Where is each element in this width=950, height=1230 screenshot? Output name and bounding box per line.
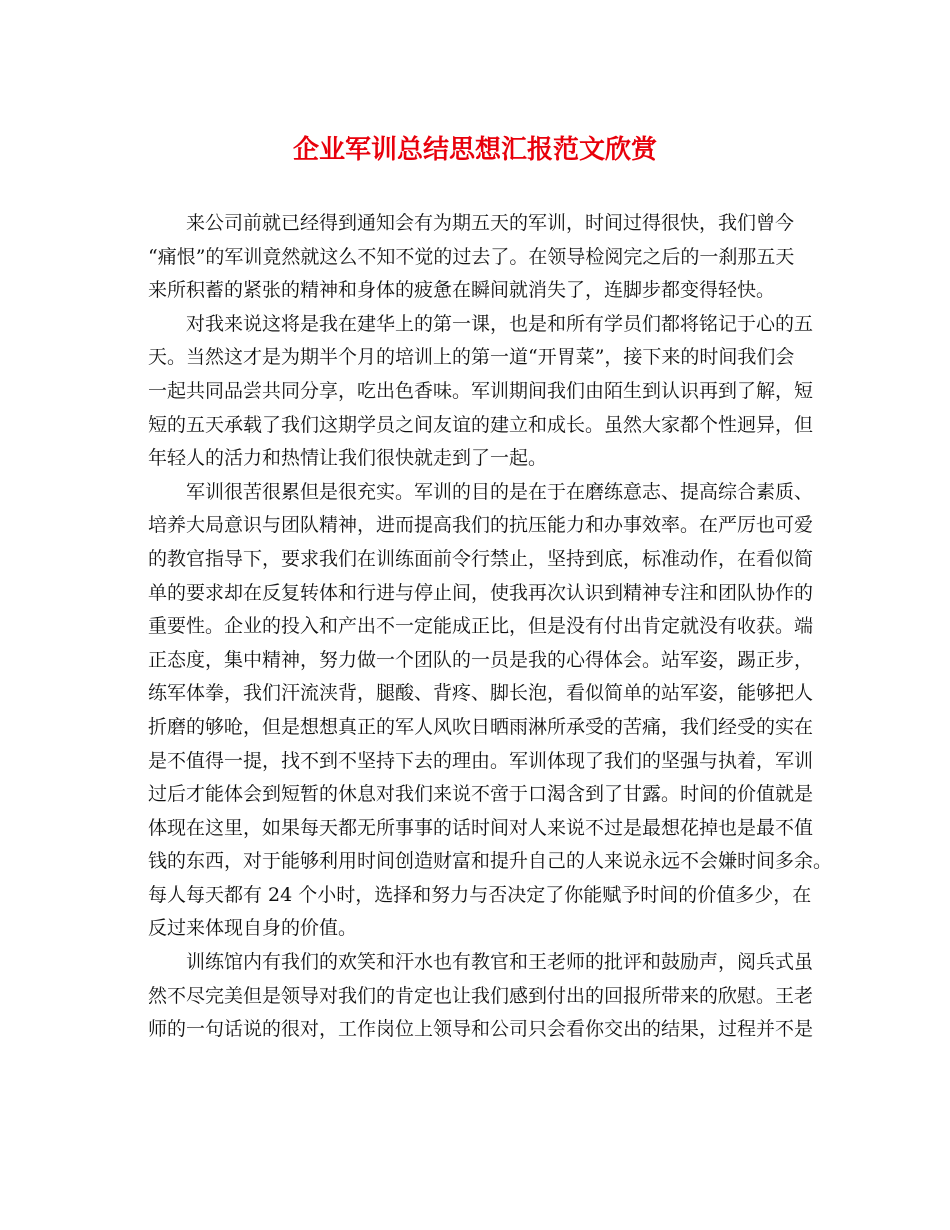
paragraph-3-line-5: 重要性。企业的投入和产出不一定能成正比，但是没有付出肯定就没有收获。端 [148,615,814,638]
document-title: 企业军训总结思想汇报范文欣赏 [292,135,657,165]
paragraph-3-line-6: 正态度，集中精神，努力做一个团队的一员是我的心得体会。站军姿，踢正步， [148,648,814,671]
paragraph-1-line-3: 来所积蓄的紧张的精神和身体的疲惫在瞬间就消失了，连脚步都变得轻快。 [148,279,776,302]
paragraph-2-line-3: 一起共同品尝共同分享，吃出色香味。军训期间我们由陌生到认识再到了解，短 [148,379,814,402]
paragraph-4-line-1: 训练馆内有我们的欢笑和汗水也有教官和王老师的批评和鼓励声，阅兵式虽 [186,951,814,974]
paragraph-2-line-1: 对我来说这将是我在建华上的第一课，也是和所有学员们都将铭记于心的五 [186,312,814,335]
paragraph-3-line-2: 培养大局意识与团队精神，进而提高我们的抗压能力和办事效率。在严厉也可爱 [148,514,814,537]
paragraph-1-line-2: “痛恨”的军训竟然就这么不知不觉的过去了。在领导检阅完之后的一刹那五天 [148,245,795,268]
paragraph-3-line-13: 每人每天都有 24 个小时，选择和努力与否决定了你能赋予时间的价值多少，在 [148,883,812,906]
paragraph-3-line-1: 军训很苦很累但是很充实。军训的目的是在于在磨练意志、提高综合素质、 [186,480,814,503]
paragraph-3-line-8: 折磨的够呛，但是想想真正的军人风吹日晒雨淋所承受的苦痛，我们经受的实在 [148,715,814,738]
paragraph-1-line-1: 来公司前就已经得到通知会有为期五天的军训，时间过得很快，我们曾今 [186,212,795,234]
paragraph-4-line-2: 然不尽完美但是领导对我们的肯定也让我们感到付出的回报所带来的欣慰。王老 [148,984,814,1007]
paragraph-2-line-4: 短的五天承载了我们这期学员之间友谊的建立和成长。虽然大家都个性迥异，但 [148,413,814,436]
paragraph-3-line-12: 钱的东西，对于能够利用时间创造财富和提升自己的人来说永远不会嫌时间多余。 [148,850,833,873]
paragraph-2-line-5: 年轻人的活力和热情让我们很快就走到了一起。 [148,447,548,470]
paragraph-2-line-2: 天。当然这才是为期半个月的培训上的第一道“开胃菜”，接下来的时间我们会 [148,346,795,369]
paragraph-3-line-11: 体现在这里，如果每天都无所事事的话时间对人来说不过是最想花掉也是最不值 [148,816,814,839]
paragraph-3-line-10: 过后才能体会到短暂的休息对我们来说不啻于口渴含到了甘露。时间的价值就是 [148,783,814,806]
paragraph-3-line-3: 的教官指导下，要求我们在训练面前令行禁止，坚持到底，标准动作，在看似简 [148,547,814,570]
document-body [148,207,833,1047]
paragraph-3-line-4: 单的要求却在反复转体和行进与停止间，使我再次认识到精神专注和团队协作的 [148,581,814,604]
paragraph-4-line-3: 师的一句话说的很对，工作岗位上领导和公司只会看你交出的结果，过程并不是 [148,1018,814,1041]
paragraph-3-line-9: 是不值得一提，找不到不坚持下去的理由。军训体现了我们的坚强与执着，军训 [148,749,814,772]
paragraph-3-line-14: 反过来体现自身的价值。 [148,917,358,940]
paragraph-3-line-7: 练军体拳，我们汗流浃背，腿酸、背疼、脚长泡，看似简单的站军姿，能够把人 [148,682,814,705]
